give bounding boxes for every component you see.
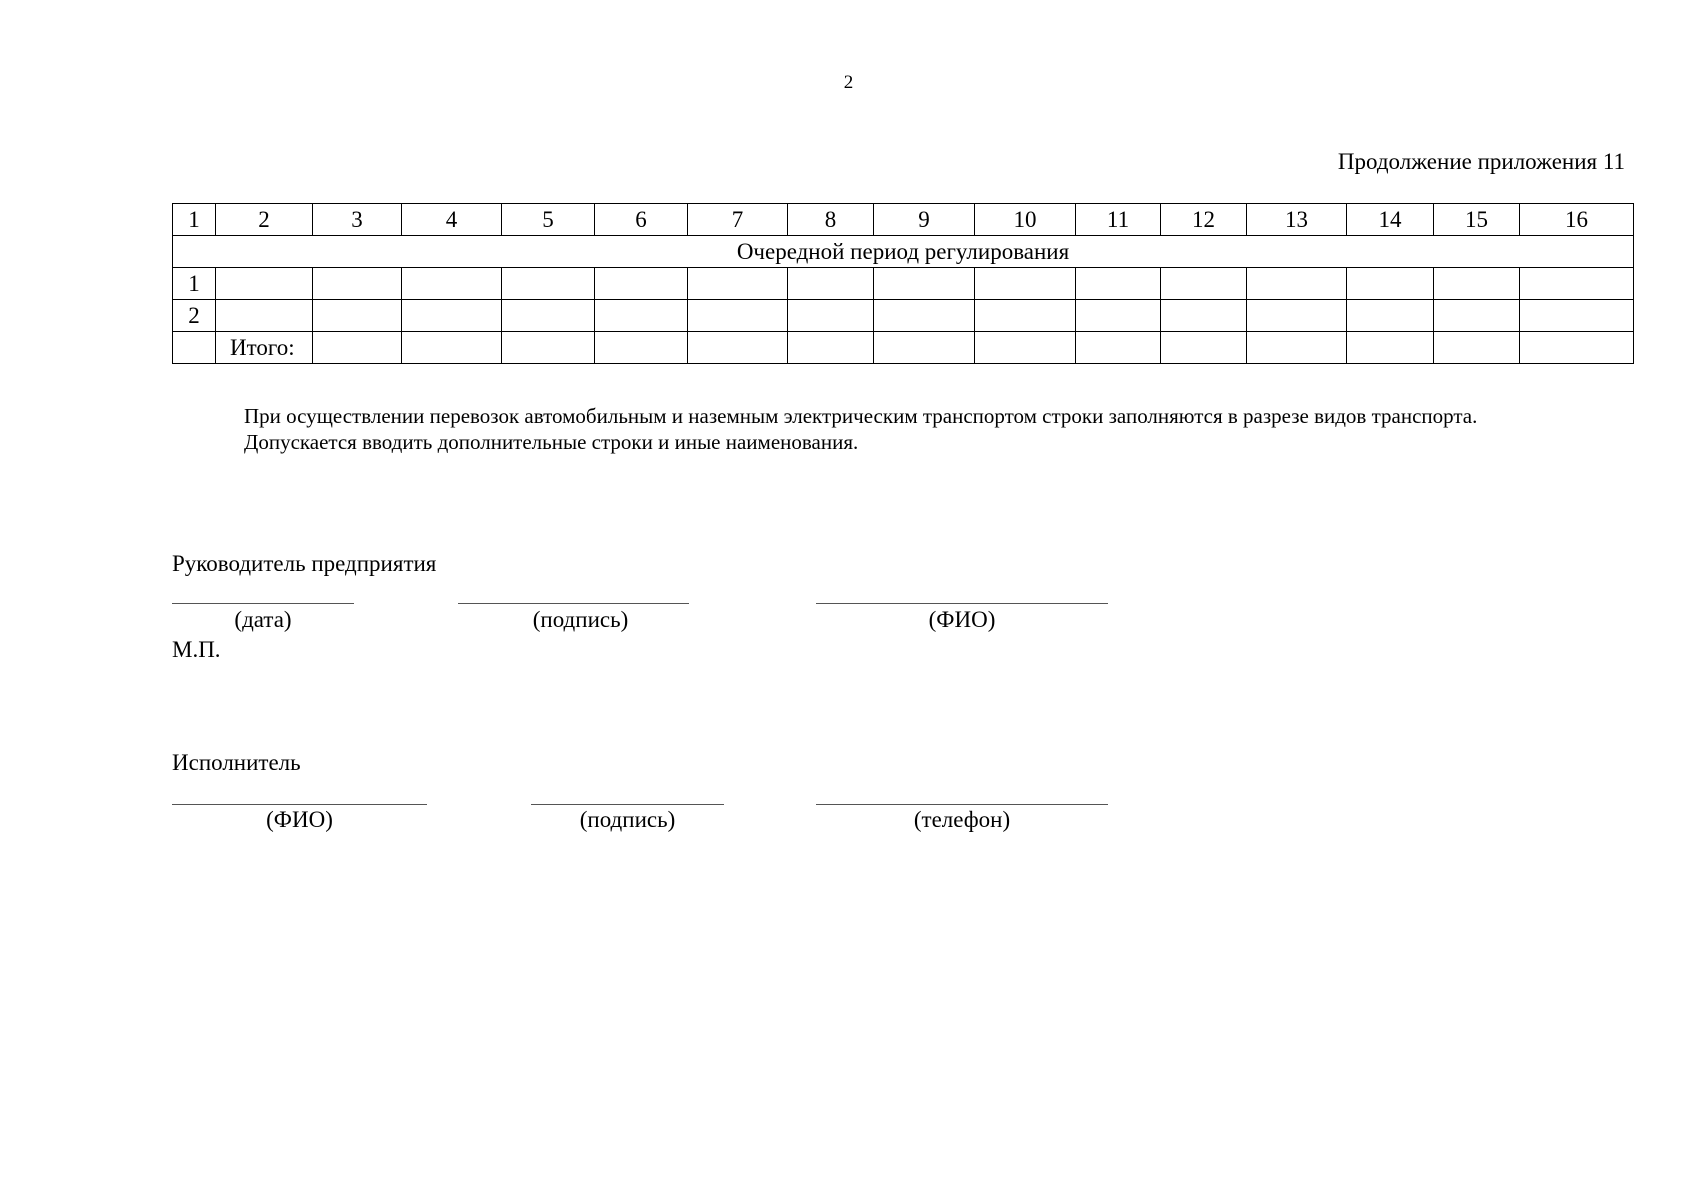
name-line [816, 603, 1108, 604]
column-number: 3 [313, 204, 402, 236]
column-number: 5 [502, 204, 595, 236]
column-number: 13 [1247, 204, 1347, 236]
table-cell [1161, 300, 1247, 332]
table-cell [1161, 332, 1247, 364]
table-cell [1347, 268, 1434, 300]
row-label [216, 268, 313, 300]
executor-signature-title: Исполнитель [172, 750, 301, 775]
signature-line [458, 603, 689, 604]
table-cell [1076, 268, 1161, 300]
column-number: 6 [595, 204, 688, 236]
table-cell [1520, 268, 1634, 300]
table-row [173, 268, 1634, 300]
table-cell [1247, 300, 1347, 332]
note-line: При осуществлении перевозок автомобильным и наземным электрическим транспортом строки заполняются в разрезе видов транспорта. [244, 404, 1478, 428]
report-table [172, 203, 1634, 364]
table-cell [502, 332, 595, 364]
table-cell [313, 268, 402, 300]
table-cell [1434, 300, 1520, 332]
table-cell [874, 268, 975, 300]
head-signature-title: Руководитель предприятия [172, 551, 437, 576]
table-cell [1247, 332, 1347, 364]
column-number: 4 [402, 204, 502, 236]
table-cell [1520, 300, 1634, 332]
executor-phone-line [816, 804, 1108, 805]
executor-signature-caption: (подпись) [579, 807, 676, 832]
row-number: 1 [173, 268, 216, 300]
table-cell [1161, 268, 1247, 300]
table-cell [402, 300, 502, 332]
executor-name-line [172, 804, 427, 805]
section-row [173, 236, 1634, 268]
column-numbers-row [173, 204, 1634, 236]
table-cell [1076, 300, 1161, 332]
table-cell [402, 268, 502, 300]
column-number: 14 [1347, 204, 1434, 236]
date-line [172, 603, 354, 604]
column-number: 12 [1161, 204, 1247, 236]
table-cell [688, 300, 788, 332]
table-cell [1347, 332, 1434, 364]
total-label: Итого: [216, 332, 313, 364]
table-cell [874, 300, 975, 332]
row-number: 2 [173, 300, 216, 332]
stamp-label: М.П. [172, 637, 221, 662]
table-cell [1434, 268, 1520, 300]
column-number: 16 [1520, 204, 1634, 236]
table-cell [313, 332, 402, 364]
table-cell [313, 300, 402, 332]
executor-signature-line [531, 804, 724, 805]
table-cell [595, 268, 688, 300]
row-label [216, 300, 313, 332]
table-notes [244, 403, 1477, 455]
continuation-title: Продолжение приложения 11 [1337, 149, 1625, 174]
signature-caption: (подпись) [532, 607, 629, 632]
table-cell [688, 332, 788, 364]
table-cell [975, 332, 1076, 364]
table-cell [502, 268, 595, 300]
column-number: 2 [216, 204, 313, 236]
name-caption: (ФИО) [928, 607, 996, 632]
table-cell [502, 300, 595, 332]
column-number: 7 [688, 204, 788, 236]
total-row [173, 332, 1634, 364]
section-title: Очередной период регулирования [173, 236, 1634, 268]
table-cell [1076, 332, 1161, 364]
table-cell [688, 268, 788, 300]
table-cell [975, 268, 1076, 300]
table-cell [402, 332, 502, 364]
table-cell [1520, 332, 1634, 364]
table-cell [788, 332, 874, 364]
executor-name-caption: (ФИО) [266, 807, 333, 832]
table-cell [1434, 332, 1520, 364]
table-row [173, 300, 1634, 332]
row-number [173, 332, 216, 364]
table-cell [788, 268, 874, 300]
column-number: 10 [975, 204, 1076, 236]
table-cell [1347, 300, 1434, 332]
table-cell [595, 332, 688, 364]
executor-phone-caption: (телефон) [913, 807, 1011, 832]
table-cell [1247, 268, 1347, 300]
column-number: 11 [1076, 204, 1161, 236]
table-cell [595, 300, 688, 332]
table-cell [788, 300, 874, 332]
page-number: 2 [843, 72, 854, 93]
date-caption: (дата) [234, 607, 292, 632]
column-number: 9 [874, 204, 975, 236]
column-number: 8 [788, 204, 874, 236]
table-cell [874, 332, 975, 364]
table-cell [975, 300, 1076, 332]
note-line: Допускается вводить дополнительные строки и иные наименования. [244, 430, 859, 454]
column-number: 15 [1434, 204, 1520, 236]
column-number: 1 [173, 204, 216, 236]
